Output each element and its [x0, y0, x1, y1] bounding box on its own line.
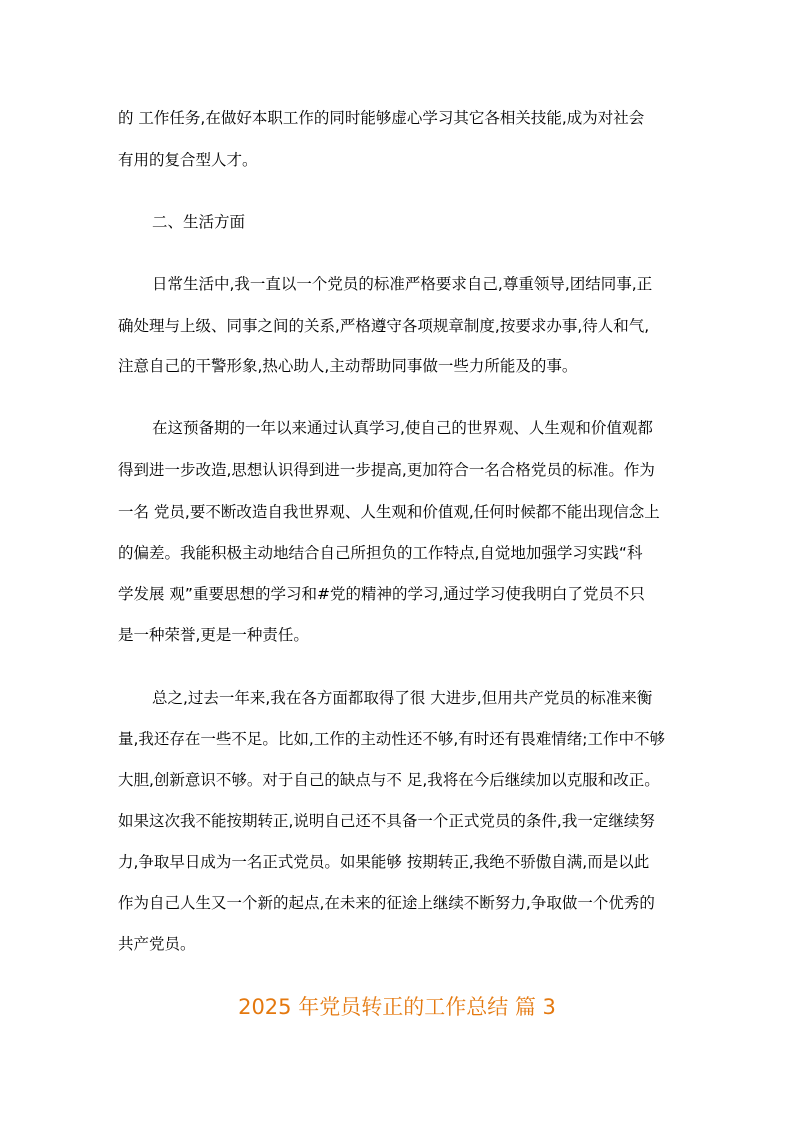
section-title: 2025 年党员转正的工作总结 篇 3 — [238, 995, 556, 1019]
body-line-15: 如果这次我不能按期转正,说明自己还不具备一个正式党员的条件,我一定继续努 — [118, 812, 655, 830]
body-line-3: 日常生活中,我一直以一个党员的标准严格要求自己,尊重领导,团结同事,正 — [152, 275, 653, 293]
body-line-1: 的 工作任务,在做好本职工作的同时能够虚心学习其它各相关技能,成为对社会 — [118, 109, 645, 127]
body-line-6: 在这预备期的一年以来通过认真学习,使自己的世界观、人生观和价值观都 — [152, 419, 653, 437]
body-line-16: 力,争取早日成为一名正式党员。如果能够 按期转正,我绝不骄傲自满,而是以此 — [118, 853, 650, 871]
body-line-7: 得到进一步改造,思想认识得到进一步提高,更加符合一名合格党员的标准。作为 — [118, 461, 655, 479]
body-line-2: 有用的复合型人才。 — [118, 151, 258, 169]
body-line-10: 学发展 观”重要思想的学习和#党的精神的学习,通过学习使我明白了党员不只 — [118, 585, 645, 603]
body-line-14: 大胆,创新意识不够。对于自己的缺点与不 足,我将在今后继续加以克服和改正。 — [118, 771, 660, 789]
subheading-life: 二、生活方面 — [152, 213, 246, 231]
body-line-12: 总之,过去一年来,我在各方面都取得了很 大进步,但用共产党员的标准来衡 — [152, 689, 653, 707]
body-line-13: 量,我还存在一些不足。比如,工作的主动性还不够,有时还有畏难情绪;工作中不够 — [118, 730, 666, 748]
body-line-5: 注意自己的干警形象,热心助人,主动帮助同事做一些力所能及的事。 — [118, 357, 578, 375]
body-line-9: 的偏差。我能积极主动地结合自己所担负的工作特点,自觉地加强学习实践“科 — [118, 544, 643, 562]
body-line-8: 一名 党员,要不断改造自我世界观、人生观和价值观,任何时候都不能出现信念上 — [118, 503, 660, 521]
body-line-17: 作为自己人生又一个新的起点,在未来的征途上继续不断努力,争取做一个优秀的 — [118, 894, 655, 912]
body-line-11: 是一种荣誉,更是一种责任。 — [118, 626, 309, 644]
body-line-4: 确处理与上级、同事之间的关系,严格遵守各项规章制度,按要求办事,待人和气, — [118, 317, 650, 335]
body-line-18: 共产党员。 — [118, 935, 196, 953]
